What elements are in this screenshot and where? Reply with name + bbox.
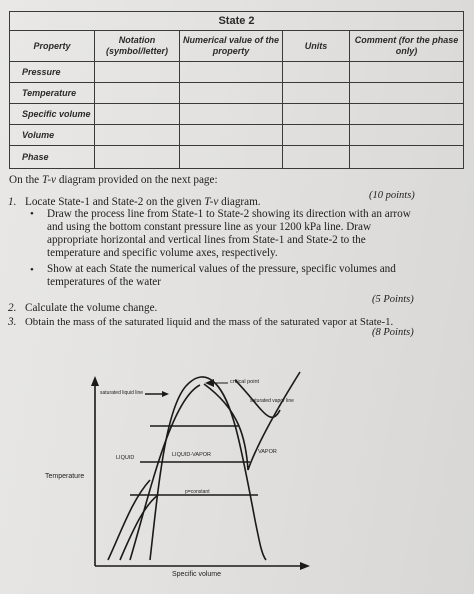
q2-text: Calculate the volume change. [25,302,158,314]
liquid-region-label: LIQUID [116,455,135,461]
header-numerical-value: Numerical value of the property [180,31,283,62]
header-property: Property [10,31,95,62]
row-label-phase: Phase [10,146,95,169]
x-axis-arrowhead [300,562,310,570]
vapor-region-label: VAPOR [258,449,277,455]
q3-number: 3. [8,316,17,328]
bullet1-line3: appropriate horizontal and vertical lines from State-1 and State-2 to the [47,234,366,246]
y-axis-label: Temperature [45,473,85,480]
q1-diagram: T-v [204,196,219,208]
x-axis-label: Specific volume [172,571,222,578]
intro-prefix: On the [9,174,42,186]
q3-text: Obtain the mass of the saturated liquid and the mass of the saturated vapor at State-1. [25,316,394,328]
q2-points: (5 Points) [372,294,414,305]
intro-diagram: T-v [41,174,57,186]
header-comment: Comment (for the phase only) [350,31,464,62]
header-notation: Notation (symbol/letter) [95,31,180,62]
p-constant-label: p=constant [185,489,210,495]
bullet1-line4: temperature and specific volume axes, respectively. [47,247,278,259]
saturated-vapor-line-label: saturated vapor line [250,398,294,404]
table-title: State 2 [10,12,464,31]
bullet1-line1: Draw the process line from State-1 to State-2 showing its direction with an arrow [47,208,411,220]
y-axis-arrowhead [91,376,99,386]
bullet2-line1: Show at each State the numerical values of the pressure, specific volumes and [47,263,396,275]
bullet1-line2: and using the bottom constant pressure line as your 1200 kPa line. Draw [47,221,372,233]
bullet-icon: • [30,208,34,220]
row-label-temperature: Temperature [10,83,95,104]
bullet-icon: • [30,264,34,276]
liquid-vapor-region-label: LIQUID-VAPOR [172,452,212,458]
q1-prefix: Locate State-1 and State-2 on the given [25,196,205,208]
q3-points: (8 Points) [372,327,414,338]
critical-point-label: critical point [230,379,260,385]
q1-suffix: diagram. [218,196,261,208]
row-label-specific-volume: Specific volume [10,104,95,125]
row-label-pressure: Pressure [10,62,95,83]
q1-points: (10 points) [369,190,415,201]
q2-number: 2. [8,302,17,314]
liquid-line-arrowhead [162,391,169,397]
q1-number: 1. [8,196,17,208]
isobar-left-1 [108,480,150,560]
constant-pressure-line-steep [130,385,200,560]
bullet2-line2: temperatures of the water [47,276,161,288]
row-label-volume: Volume [10,125,95,146]
header-units: Units [283,31,350,62]
intro-suffix: diagram provided on the next page: [56,174,218,186]
saturated-liquid-line-label: saturated liquid line [100,390,144,396]
